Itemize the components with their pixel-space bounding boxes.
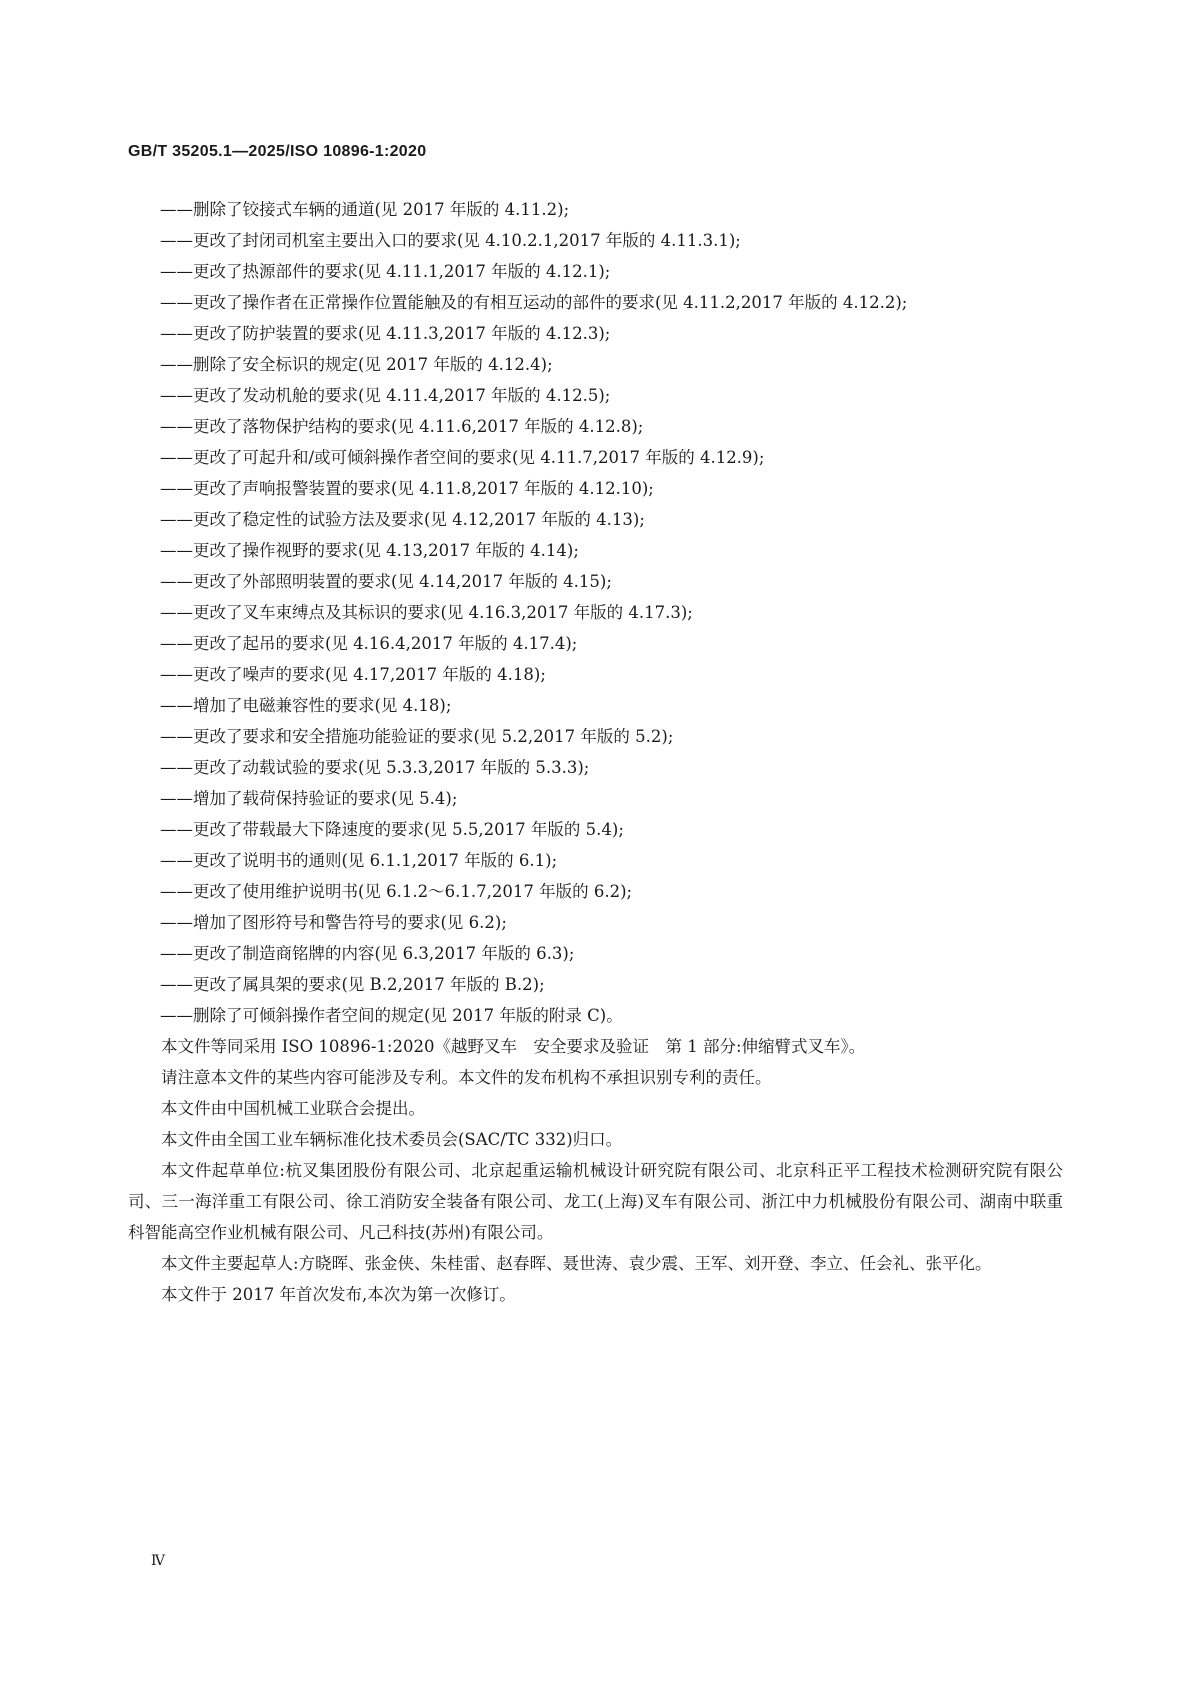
standard-number-header: GB/T 35205.1—2025/ISO 10896-1:2020 (128, 143, 427, 160)
change-item: ——更改了制造商铭牌的内容(见 6.3,2017 年版的 6.3); (160, 944, 575, 963)
change-item: ——更改了外部照明装置的要求(见 4.14,2017 年版的 4.15); (160, 572, 612, 591)
change-item: ——更改了可起升和/或可倾斜操作者空间的要求(见 4.11.7,2017 年版的 4.12.9); (160, 448, 765, 467)
change-item: ——更改了操作者在正常操作位置能触及的有相互运动的部件的要求(见 4.11.2,2017 年版的 4.12.2); (160, 293, 908, 312)
change-item: ——更改了起吊的要求(见 4.16.4,2017 年版的 4.17.4); (160, 634, 578, 653)
change-item: ——更改了动载试验的要求(见 5.3.3,2017 年版的 5.3.3); (160, 758, 590, 777)
change-item: ——更改了声响报警装置的要求(见 4.11.8,2017 年版的 4.12.10); (160, 479, 654, 498)
change-item: ——更改了要求和安全措施功能验证的要求(见 5.2,2017 年版的 5.2); (160, 727, 674, 746)
change-item: ——更改了落物保护结构的要求(见 4.11.6,2017 年版的 4.12.8); (160, 417, 644, 436)
revision-history: 本文件于 2017 年首次发布,本次为第一次修订。 (161, 1285, 516, 1304)
change-item: ——增加了图形符号和警告符号的要求(见 6.2); (160, 913, 507, 932)
drafters: 本文件主要起草人:方晓晖、张金侠、朱桂雷、赵春晖、聂世涛、袁少震、王军、刘开登、李立、任会礼、张平化。 (161, 1254, 992, 1273)
change-item: ——更改了稳定性的试验方法及要求(见 4.12,2017 年版的 4.13); (160, 510, 645, 529)
change-item: ——更改了带载最大下降速度的要求(见 5.5,2017 年版的 5.4); (160, 820, 624, 839)
committee-statement: 本文件由全国工业车辆标准化技术委员会(SAC/TC 332)归口。 (161, 1130, 623, 1149)
change-item: ——删除了安全标识的规定(见 2017 年版的 4.12.4); (160, 355, 553, 374)
change-item: ——增加了电磁兼容性的要求(见 4.18); (160, 696, 452, 715)
change-item: ——删除了可倾斜操作者空间的规定(见 2017 年版的附录 C)。 (160, 1006, 623, 1025)
change-item: ——更改了防护装置的要求(见 4.11.3,2017 年版的 4.12.3); (160, 324, 611, 343)
change-item: ——更改了噪声的要求(见 4.17,2017 年版的 4.18); (160, 665, 546, 684)
change-item: ——更改了热源部件的要求(见 4.11.1,2017 年版的 4.12.1); (160, 262, 611, 281)
adoption-statement: 本文件等同采用 ISO 10896-1:2020《越野叉车 安全要求及验证 第 1 部分:伸缩臂式叉车》。 (161, 1037, 866, 1056)
change-list (128, 194, 1063, 1031)
foreword-body (128, 194, 1063, 1310)
change-item: ——更改了使用维护说明书(见 6.1.2～6.1.7,2017 年版的 6.2); (160, 882, 633, 901)
change-item: ——更改了发动机舱的要求(见 4.11.4,2017 年版的 4.12.5); (160, 386, 611, 405)
patent-notice: 请注意本文件的某些内容可能涉及专利。本文件的发布机构不承担识别专利的责任。 (161, 1068, 772, 1087)
change-item: ——更改了操作视野的要求(见 4.13,2017 年版的 4.14); (160, 541, 579, 560)
change-item: ——更改了叉车束缚点及其标识的要求(见 4.16.3,2017 年版的 4.17.3); (160, 603, 693, 622)
change-item: ——更改了属具架的要求(见 B.2,2017 年版的 B.2); (160, 975, 545, 994)
change-item: ——更改了说明书的通则(见 6.1.1,2017 年版的 6.1); (160, 851, 558, 870)
drafting-units: 本文件起草单位:杭叉集团股份有限公司、北京起重运输机械设计研究院有限公司、北京科正平工程技术检测研究院有限公司、三一海洋重工有限公司、徐工消防安全装备有限公司、龙工(上海)叉车有限公司、浙江中力机械股份有限公司、湖南中联重科智能高空作业机械有限公司、凡己科技(苏州)有限公司。 (128, 1161, 1063, 1242)
change-item: ——删除了铰接式车辆的通道(见 2017 年版的 4.11.2); (160, 200, 570, 219)
proposer-statement: 本文件由中国机械工业联合会提出。 (161, 1099, 425, 1118)
page-number: Ⅳ (151, 1553, 165, 1569)
change-item: ——增加了载荷保持验证的要求(见 5.4); (160, 789, 458, 808)
change-item: ——更改了封闭司机室主要出入口的要求(见 4.10.2.1,2017 年版的 4.11.3.1); (160, 231, 741, 250)
